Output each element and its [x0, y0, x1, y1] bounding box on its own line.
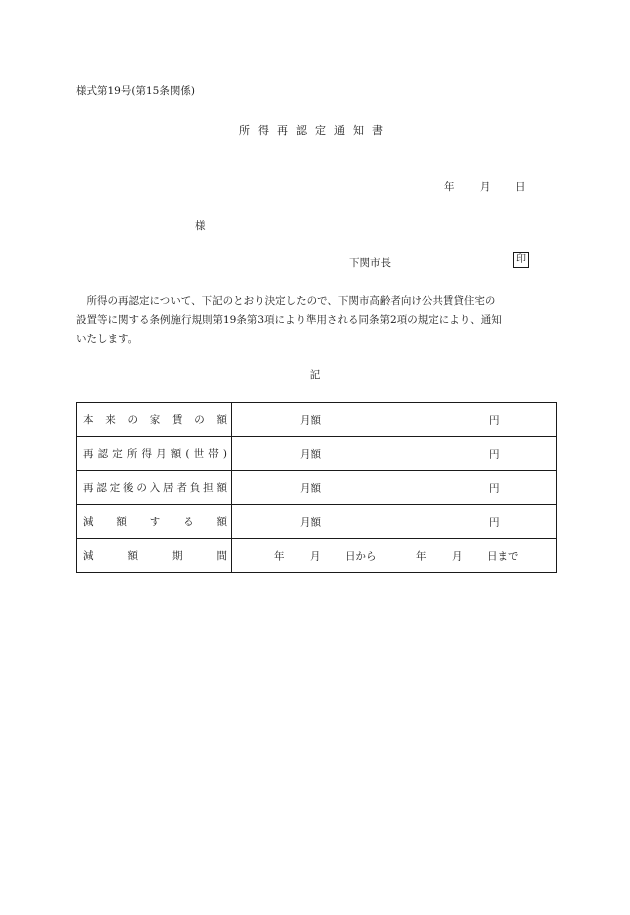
issuer-name: 下関市長: [349, 257, 391, 269]
form-number: 様式第19号(第15条関係): [76, 85, 195, 97]
seal-mark: 印: [513, 252, 529, 268]
row-value-cell: [232, 437, 557, 471]
period-from-day: 日から: [345, 550, 377, 562]
table-row: [77, 539, 557, 573]
row-label: 再認定所得月額(世帯): [83, 448, 227, 460]
table-row: [77, 471, 557, 505]
notice-body-line: 設置等に関する条例施行規則第19条第3項により準用される同条第2項の規定により、通知: [76, 314, 502, 326]
period-to-year: 年: [416, 550, 427, 562]
notice-body: [76, 292, 554, 349]
date-year-label: 年: [444, 181, 455, 193]
table-row: [77, 403, 557, 437]
rent-reduction-table: [76, 402, 557, 573]
table-row: [77, 437, 557, 471]
document-title: 所得再認定通知書: [239, 124, 391, 137]
row-label-cell: [77, 403, 232, 437]
date-day-label: 日: [515, 181, 526, 193]
period-to-month: 月: [452, 550, 463, 562]
row-value-cell: [232, 471, 557, 505]
notice-body-line: 所得の再認定について、下記のとおり決定したので、下関市高齢者向け公共賃貸住宅の: [76, 295, 496, 307]
row-label: 減額する額: [83, 516, 227, 528]
date-month-label: 月: [480, 181, 491, 193]
monthly-label: 月額: [300, 516, 321, 528]
monthly-label: 月額: [300, 414, 321, 426]
row-label-cell: [77, 539, 232, 573]
yen-unit: 円: [489, 482, 500, 494]
addressee-honorific: 様: [195, 220, 206, 232]
row-value-cell: [232, 403, 557, 437]
yen-unit: 円: [489, 414, 500, 426]
row-label-cell: [77, 471, 232, 505]
table-row: [77, 505, 557, 539]
period-from-year: 年: [274, 550, 285, 562]
notice-body-line: いたします。: [76, 333, 139, 345]
row-value-cell: [232, 505, 557, 539]
row-label: 再認定後の入居者負担額: [83, 482, 227, 494]
monthly-label: 月額: [300, 448, 321, 460]
yen-unit: 円: [489, 516, 500, 528]
row-label: 本来の家賃の額: [83, 414, 227, 426]
period-to-day: 日まで: [487, 550, 519, 562]
period-value-cell: [232, 539, 557, 573]
yen-unit: 円: [489, 448, 500, 460]
row-label-cell: [77, 437, 232, 471]
period-from-month: 月: [310, 550, 321, 562]
row-label-cell: [77, 505, 232, 539]
ki-heading: 記: [309, 369, 321, 381]
row-label: 減額期間: [83, 550, 227, 562]
monthly-label: 月額: [300, 482, 321, 494]
